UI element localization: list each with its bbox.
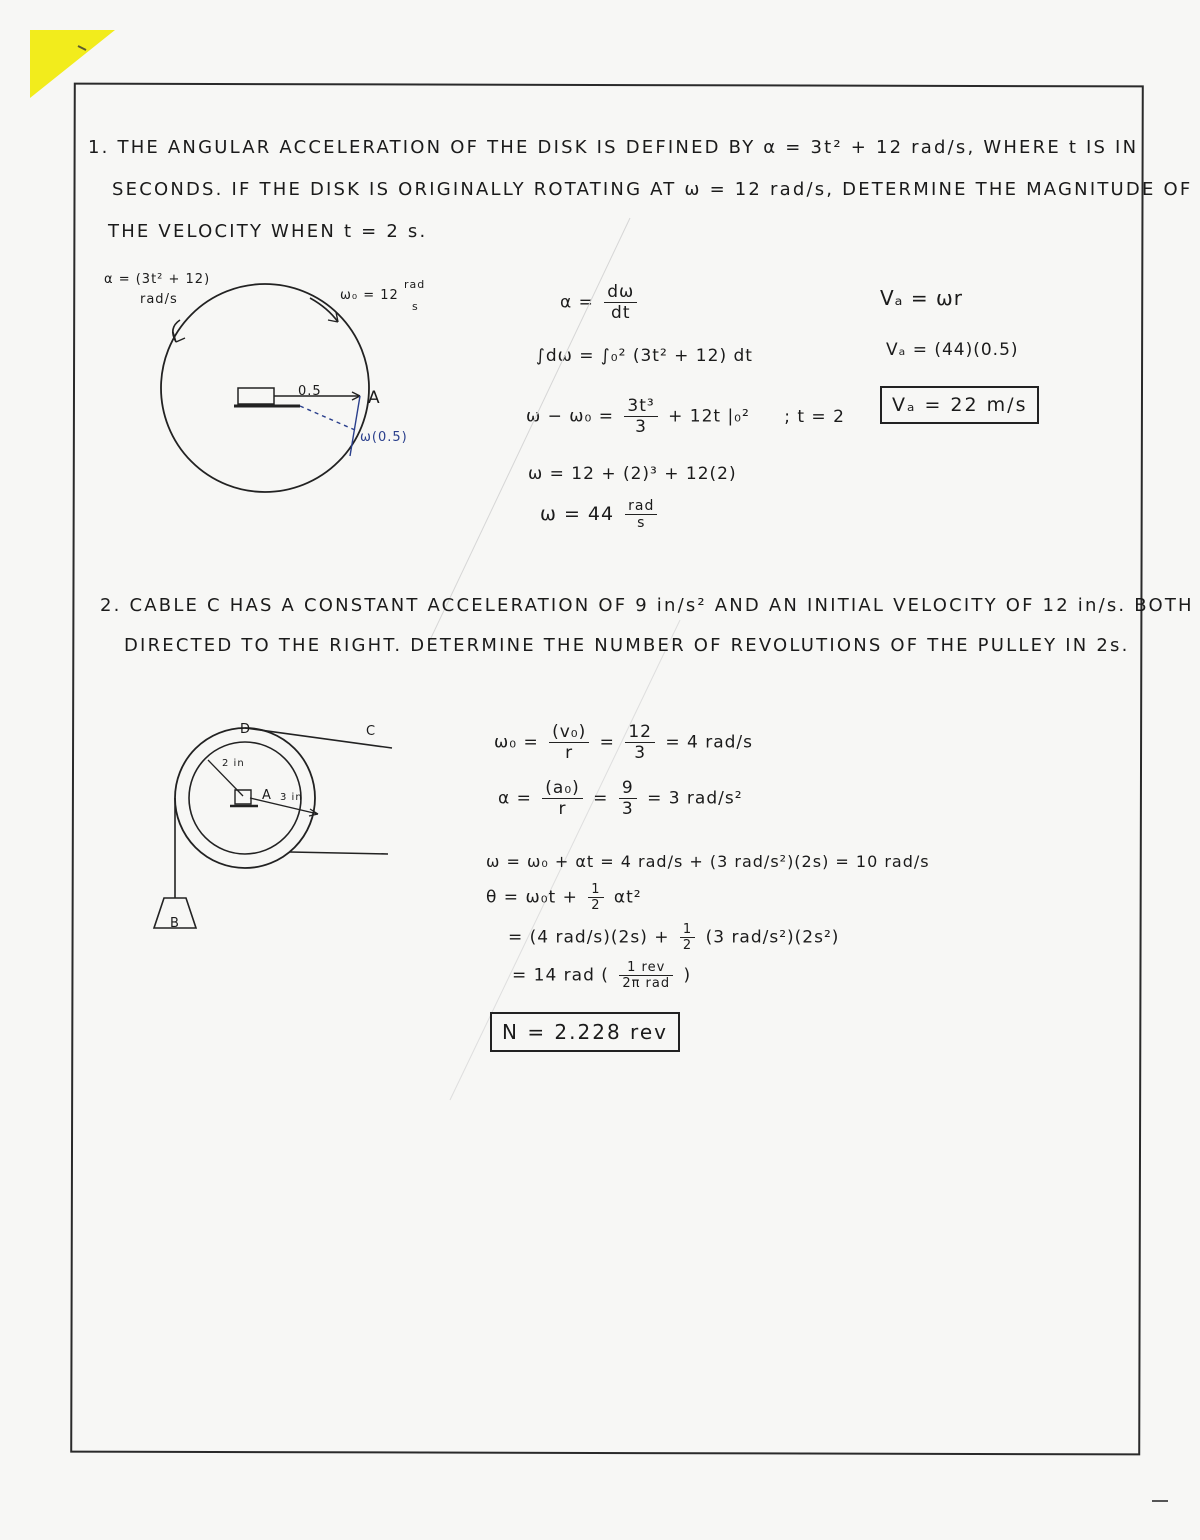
sub-num: 1 [680, 922, 695, 938]
label-b: B [170, 916, 180, 931]
w0-frac [549, 722, 589, 763]
sub-frac [680, 922, 695, 953]
omega0-den: s [412, 300, 419, 313]
alpha-def-num: dω [604, 282, 637, 303]
velocity-substitution: Vₐ = (44)(0.5) [886, 340, 1019, 360]
omega-result-num: rad [625, 498, 657, 515]
step-note: ; t = 2 [784, 406, 845, 427]
rad-den: 2π rad [622, 976, 671, 991]
omega-line: ω = ω₀ + αt = 4 rad/s + (3 rad/s²)(2s) = 10 rad/s [486, 852, 930, 871]
label-c: C [366, 724, 377, 739]
theta-rhs: αt² [613, 887, 642, 908]
velocity-answer-box: Vₐ = 22 m/s [880, 386, 1039, 424]
label-a: A [262, 788, 272, 803]
a-den: r [558, 799, 567, 819]
omega-result-lhs: ω = 44 [540, 503, 615, 525]
theta-substitution [508, 922, 839, 953]
a-frac2 [619, 778, 637, 819]
problem1-text-line2: SECONDS. IF THE DISK IS ORIGINALLY ROTATING AT ω = 12 rad/s, DETERMINE THE MAGNITUDE OF [112, 179, 1193, 200]
a-num2: 9 [619, 778, 637, 799]
omega0-num: rad [404, 278, 426, 291]
a-den2: 3 [621, 799, 634, 819]
theta-lhs: θ = ω₀t + [486, 887, 578, 908]
omega-result-den: s [637, 515, 646, 531]
sub-rhs: (3 rad/s²)(2s²) [705, 927, 840, 948]
velocity-label: ω(0.5) [360, 430, 408, 445]
step-num: 3t³ [624, 396, 657, 417]
theta-frac [588, 882, 603, 913]
sub-lhs: = (4 rad/s)(2s) + [508, 927, 670, 948]
w0-result: = 4 rad/s [665, 732, 754, 753]
a-lhs: α = [498, 788, 532, 809]
theta-num: 1 [588, 882, 603, 898]
rad-num: 1 rev [619, 960, 673, 976]
problem2-text-line2: DIRECTED TO THE RIGHT. DETERMINE THE NUMBER OF REVOLUTIONS OF THE PULLEY IN 2s. [124, 635, 1130, 656]
step-den: 3 [635, 417, 647, 437]
step-rhs: + 12t |₀² [668, 406, 750, 427]
alpha-def-den: dt [611, 303, 631, 323]
pulley-diagram [150, 720, 410, 940]
omega0-line [494, 722, 753, 763]
problem1-text-line1: 1. THE ANGULAR ACCELERATION OF THE DISK IS DEFINED BY α = 3t² + 12 rad/s, WHERE t IS IN [88, 137, 1139, 158]
w0-den2: 3 [634, 743, 647, 763]
velocity-formula: Vₐ = ωr [880, 286, 963, 310]
w0-num2: 12 [625, 722, 655, 743]
integral-line: ∫dω = ∫₀² (3t² + 12) dt [536, 346, 753, 366]
sub-den: 2 [682, 938, 693, 953]
outer-radius-label: 3 in [280, 792, 303, 803]
alpha-def-lhs: α = [560, 292, 594, 313]
rad-frac [619, 960, 673, 991]
a-result: = 3 rad/s² [647, 788, 743, 809]
step-lhs: ω − ω₀ = [526, 406, 614, 427]
w0-num: (v₀) [549, 722, 589, 743]
problem1-text-line3: THE VELOCITY WHEN t = 2 s. [108, 221, 428, 242]
rad-rhs: ) [683, 965, 692, 986]
edge-mark [1152, 1500, 1168, 1502]
alpha-label: α = (3t² + 12) [104, 272, 211, 287]
radius-label: 0.5 [298, 384, 322, 399]
point-a-label: A [368, 388, 381, 408]
omega0-label: ω₀ = 12 [340, 288, 399, 303]
label-d: D [240, 722, 252, 737]
revolutions-answer-box: N = 2.228 rev [490, 1012, 680, 1052]
alpha-unit: rad/s [140, 292, 178, 307]
rad-lhs: = 14 rad ( [512, 965, 609, 986]
radians-conversion [512, 960, 691, 991]
a-num: (a₀) [542, 778, 583, 799]
w0-frac2 [625, 722, 655, 763]
substitution-step: ω = 12 + (2)³ + 12(2) [528, 464, 737, 484]
a-eq: = [593, 788, 609, 809]
theta-line [486, 882, 642, 913]
theta-den: 2 [591, 898, 601, 913]
w0-eq: = [599, 732, 615, 753]
w0-den: r [565, 743, 574, 763]
alpha-line [498, 778, 743, 819]
inner-radius-label: 2 in [222, 758, 245, 769]
problem2-text-line1: 2. CABLE C HAS A CONSTANT ACCELERATION OF 9 in/s² AND AN INITIAL VELOCITY OF 12 in/s. BOTH [100, 595, 1194, 616]
w0-lhs: ω₀ = [494, 732, 539, 753]
a-frac [542, 778, 583, 819]
